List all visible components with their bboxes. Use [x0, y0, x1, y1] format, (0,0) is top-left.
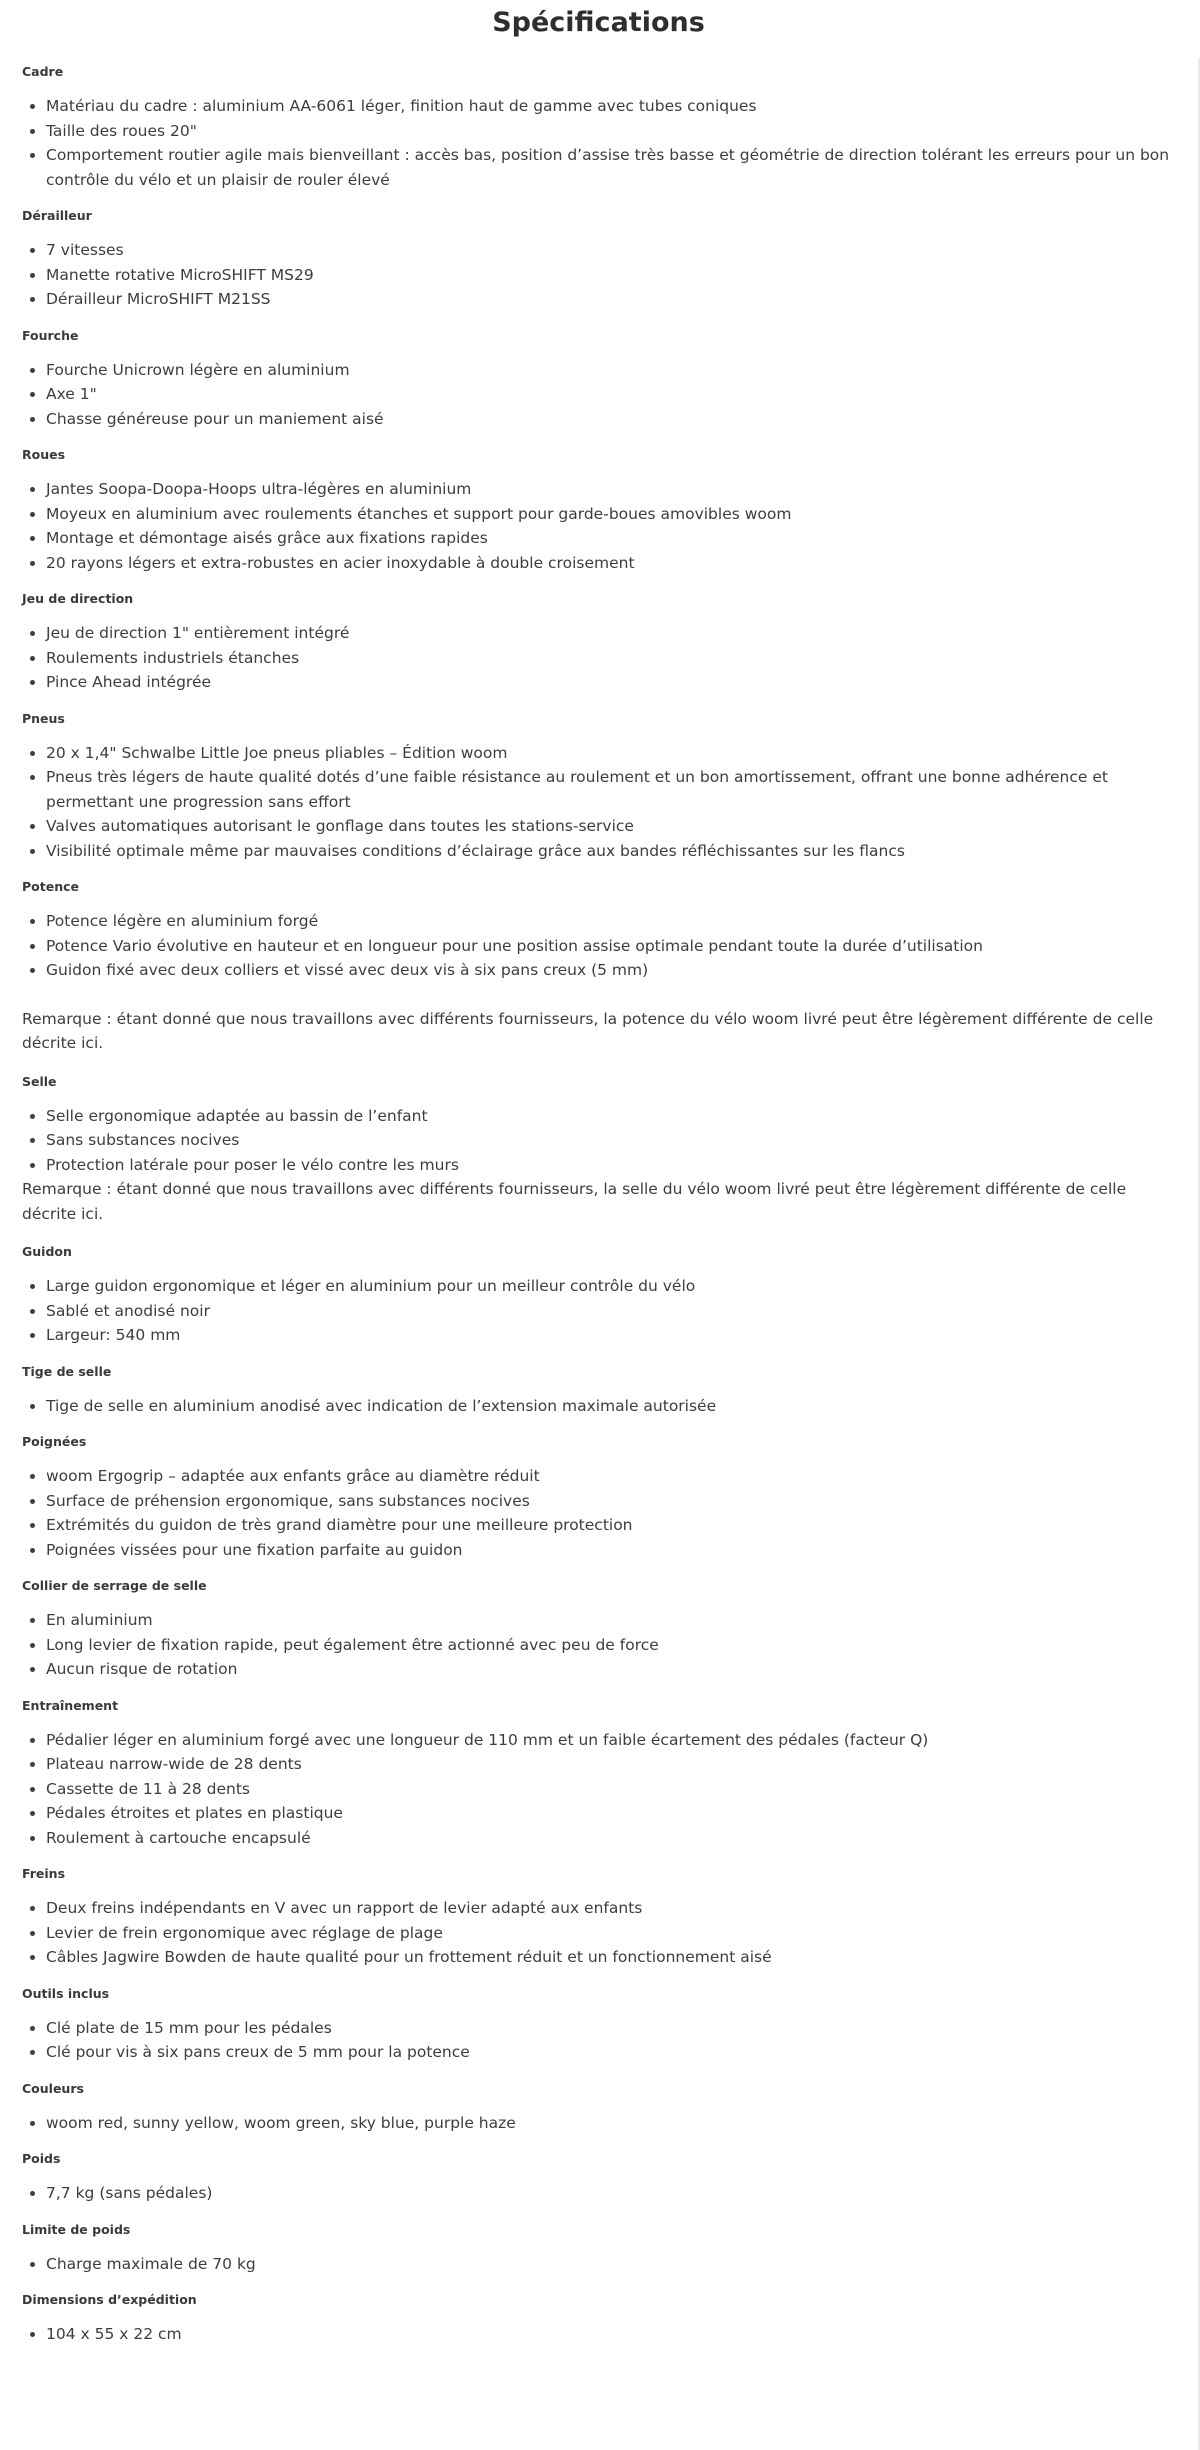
list-item: • En aluminium [46, 1608, 1182, 1633]
list-item: • Fourche Unicrown légère en aluminium [46, 358, 1182, 383]
page-title: Spécifications [492, 7, 705, 38]
section-pneus [22, 705, 1182, 864]
list-item: • Protection latérale pour poser le vélo contre les murs [46, 1153, 1182, 1178]
list-item: • Extrémités du guidon de très grand diamètre pour une meilleure protection [46, 1513, 1182, 1538]
spec-list [22, 238, 1182, 312]
spec-list [22, 1608, 1182, 1682]
list-item: • Pince Ahead intégrée [46, 670, 1182, 695]
list-item: • Long levier de fixation rapide, peut également être actionné avec peu de force [46, 1633, 1182, 1658]
list-item: • Dérailleur MicroSHIFT M21SS [46, 287, 1182, 312]
list-item: • Roulements industriels étanches [46, 646, 1182, 671]
section-title: Dimensions d’expédition [22, 2292, 197, 2307]
list-item: • Clé plate de 15 mm pour les pédales [46, 2016, 1182, 2041]
list-item: • Valves automatiques autorisant le gonflage dans toutes les stations-service [46, 814, 1182, 839]
list-item: • woom Ergogrip – adaptée aux enfants grâce au diamètre réduit [46, 1464, 1182, 1489]
list-item: • Moyeux en aluminium avec roulements étanches et support pour garde-boues amovibles woom [46, 502, 1182, 527]
list-item: • 104 x 55 x 22 cm [46, 2322, 1182, 2347]
list-item: • Comportement routier agile mais bienveillant : accès bas, position d’assise très basse et géométrie de direction tolérant les erreurs pour un bon contrôle du vélo et un plaisir de rouler élevé [46, 143, 1182, 192]
section-title: Potence [22, 879, 79, 894]
spec-list [22, 2111, 1182, 2136]
section-title: Poids [22, 2151, 61, 2166]
list-item: • Aucun risque de rotation [46, 1657, 1182, 1682]
list-item: • Chasse généreuse pour un maniement aisé [46, 407, 1182, 432]
list-item: • Selle ergonomique adaptée au bassin de l’enfant [46, 1104, 1182, 1129]
list-item: • Cassette de 11 à 28 dents [46, 1777, 1182, 1802]
list-item: • 20 x 1,4" Schwalbe Little Joe pneus pliables – Édition woom [46, 741, 1182, 766]
section-jeu-de-direction [22, 585, 1182, 695]
section-title: Dérailleur [22, 208, 92, 223]
section-guidon [22, 1238, 1182, 1348]
section-selle [22, 1068, 1182, 1227]
section-freins [22, 1860, 1182, 1970]
section-fourche [22, 322, 1182, 432]
spec-list [22, 358, 1182, 432]
spec-list [22, 94, 1182, 192]
section-title: Limite de poids [22, 2221, 131, 2237]
spec-list [22, 477, 1182, 575]
list-item: • Levier de frein ergonomique avec réglage de plage [46, 1921, 1182, 1946]
section-title: Entraînement [22, 1697, 119, 1713]
list-item: • Deux freins indépendants en V avec un rapport de levier adapté aux enfants [46, 1896, 1182, 1921]
section-title: Selle [22, 1073, 57, 1089]
section-outils-inclus [22, 1980, 1182, 2065]
list-item: • woom red, sunny yellow, woom green, sky blue, purple haze [46, 2111, 1182, 2136]
spec-list [22, 1896, 1182, 1970]
list-item: • Plateau narrow-wide de 28 dents [46, 1752, 1182, 1777]
list-item: • Manette rotative MicroSHIFT MS29 [46, 263, 1182, 288]
section-title: Freins [22, 1866, 66, 1881]
spec-list [22, 1274, 1182, 1348]
list-item: • Potence Vario évolutive en hauteur et en longueur pour une position assise optimale pendant toute la durée d’utilisation [46, 934, 1182, 959]
list-item: • Large guidon ergonomique et léger en aluminium pour un meilleur contrôle du vélo [46, 1274, 1182, 1299]
list-item: • Montage et démontage aisés grâce aux fixations rapides [46, 526, 1182, 551]
spec-list [22, 2181, 1182, 2206]
list-item: • 7,7 kg (sans pédales) [46, 2181, 1182, 2206]
section-title: Tige de selle [22, 1363, 112, 1379]
section-tige-de-selle [22, 1358, 1182, 1419]
section-poignees [22, 1428, 1182, 1562]
section-title: Collier de serrage de selle [22, 1578, 207, 1593]
section-cadre [22, 58, 1182, 192]
spec-list [22, 2016, 1182, 2065]
section-title: Guidon [22, 1244, 72, 1259]
list-item: • Matériau du cadre : aluminium AA-6061 léger, finition haut de gamme avec tubes coniques [46, 94, 1182, 119]
section-limite-de-poids [22, 2216, 1182, 2277]
list-item: • Largeur: 540 mm [46, 1323, 1182, 1348]
remark-note: Remarque : étant donné que nous travaillons avec différents fournisseurs, la potence du vélo woom livré peut être légèrement différente de celle décrite ici. [22, 1009, 1154, 1052]
section-title: Fourche [22, 327, 79, 343]
list-item: • Potence légère en aluminium forgé [46, 909, 1182, 934]
spec-list [22, 2322, 1182, 2347]
section-title: Cadre [22, 64, 64, 79]
list-item: • Taille des roues 20" [46, 119, 1182, 144]
list-item: • Axe 1" [46, 382, 1182, 407]
section-title: Pneus [22, 710, 65, 726]
list-item: • 20 rayons légers et extra-robustes en acier inoxydable à double croisement [46, 551, 1182, 576]
spec-list [22, 1104, 1182, 1178]
list-item: • Pédalier léger en aluminium forgé avec une longueur de 110 mm et un faible écartement des pédales (facteur Q) [46, 1728, 1182, 1753]
section-title: Outils inclus [22, 1985, 110, 2001]
spec-list [22, 909, 1182, 983]
remark-note: Remarque : étant donné que nous travaillons avec différents fournisseurs, la selle du vélo woom livré peut être légèrement différente de celle décrite ici. [22, 1180, 1127, 1223]
list-item: • Pneus très légers de haute qualité dotés d’une faible résistance au roulement et un bon amortissement, offrant une bonne adhérence et permettant une progression sans effort [46, 765, 1182, 814]
list-item: • Jeu de direction 1" entièrement intégré [46, 621, 1182, 646]
list-item: • 7 vitesses [46, 238, 1182, 263]
list-item: • Roulement à cartouche encapsulé [46, 1826, 1182, 1851]
spec-list [22, 2252, 1182, 2277]
section-title: Roues [22, 447, 66, 462]
section-poids [22, 2145, 1182, 2206]
list-item: • Sablé et anodisé noir [46, 1299, 1182, 1324]
list-item: • Clé pour vis à six pans creux de 5 mm pour la potence [46, 2040, 1182, 2065]
list-item: • Poignées vissées pour une fixation parfaite au guidon [46, 1538, 1182, 1563]
section-dimensions-expedition [22, 2286, 1182, 2347]
section-entrainement [22, 1692, 1182, 1851]
list-item: • Jantes Soopa-Doopa-Hoops ultra-légères en aluminium [46, 477, 1182, 502]
list-item: • Sans substances nocives [46, 1128, 1182, 1153]
section-title: Jeu de direction [22, 591, 134, 606]
section-potence [22, 873, 1182, 1056]
section-title: Couleurs [22, 2080, 84, 2096]
list-item: • Charge maximale de 70 kg [46, 2252, 1182, 2277]
section-derailleur [22, 202, 1182, 312]
spec-list [22, 741, 1182, 864]
list-item: • Pédales étroites et plates en plastique [46, 1801, 1182, 1826]
section-collier-de-serrage [22, 1572, 1182, 1682]
spec-list [22, 1728, 1182, 1851]
spec-list [22, 1394, 1182, 1419]
list-item: • Surface de préhension ergonomique, sans substances nocives [46, 1489, 1182, 1514]
list-item: • Guidon fixé avec deux colliers et vissé avec deux vis à six pans creux (5 mm) [46, 958, 1182, 983]
list-item: • Câbles Jagwire Bowden de haute qualité pour un frottement réduit et un fonctionnement aisé [46, 1945, 1182, 1970]
specifications-content [22, 58, 1182, 2357]
section-roues [22, 441, 1182, 575]
section-couleurs [22, 2075, 1182, 2136]
section-title: Poignées [22, 1434, 87, 1449]
list-item: • Visibilité optimale même par mauvaises conditions d’éclairage grâce aux bandes réfléchissantes sur les flancs [46, 839, 1182, 864]
spec-list [22, 1464, 1182, 1562]
list-item: • Tige de selle en aluminium anodisé avec indication de l’extension maximale autorisée [46, 1394, 1182, 1419]
spec-list [22, 621, 1182, 695]
